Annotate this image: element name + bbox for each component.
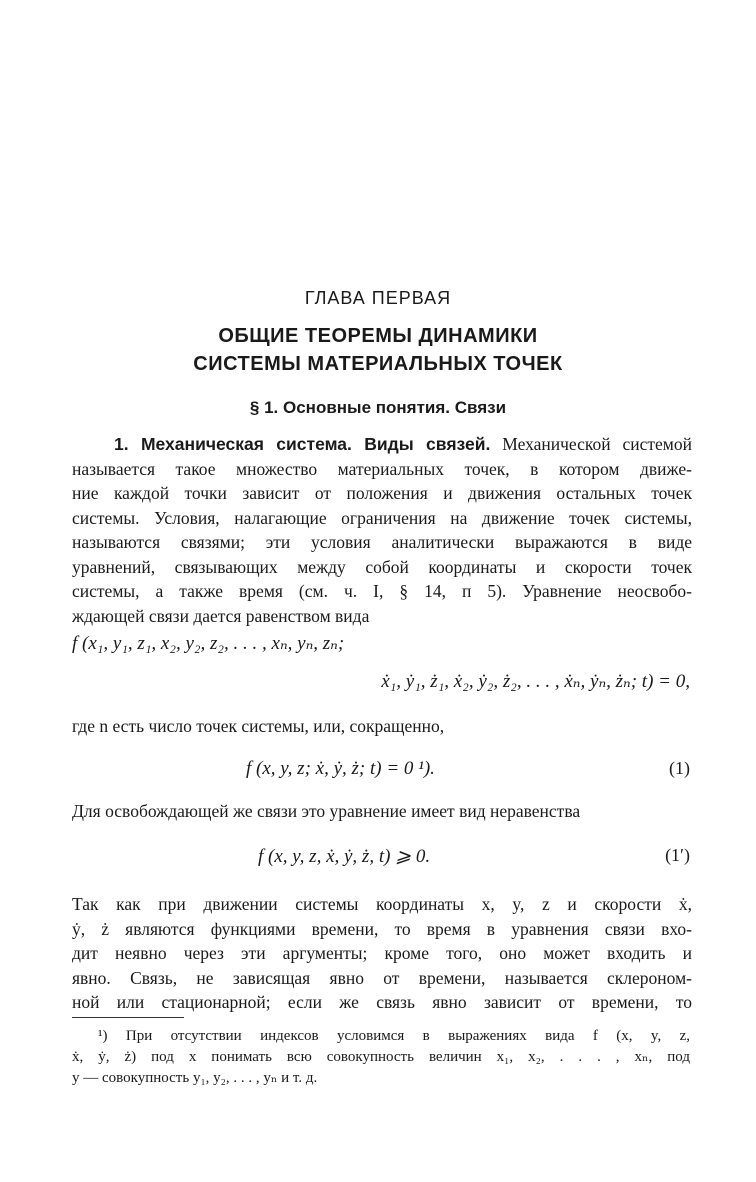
paragraph-line: системы. Условия, налагающие ограничения на движение точек системы, bbox=[72, 507, 692, 528]
footnote bbox=[72, 1026, 690, 1089]
body-text: Для освобождающей же связи это уравнение имеет вид неравенства bbox=[72, 801, 581, 821]
paragraph-line: называется такое множество материальных точек, в котором движе- bbox=[72, 458, 692, 479]
paragraph-line: называются связями; эти условия аналитически выражаются в виде bbox=[72, 532, 692, 552]
equation-1-prime: f (x, y, z, ẋ, ẏ, ż, t) ⩾ 0. bbox=[258, 846, 431, 867]
paragraph-line: ждающей связи дается равенством вида bbox=[72, 605, 370, 626]
chapter-title-line: СИСТЕМЫ МАТЕРИАЛЬНЫХ ТОЧЕК bbox=[193, 353, 563, 375]
footnote-divider bbox=[72, 1017, 184, 1018]
paragraph-line: ние каждой точки зависит от положения и движения остальных точек bbox=[72, 483, 692, 503]
constraint-equation-line-2: ẋ₁, ẏ₁, ż₁, ẋ₂, ẏ₂, ż₂, . . . , ẋₙ, ẏₙ, żₙ; t) = 0, bbox=[381, 671, 690, 692]
footnote-line: ¹) При отсутствии индексов условимся в выражениях вида f (x, y, z, bbox=[98, 1028, 690, 1044]
paragraph-line: ной или стационарной; если же связь явно зависит от времени, то bbox=[72, 992, 692, 1012]
paragraph-time-dependence bbox=[72, 892, 692, 1015]
paragraph-line: 1. Механическая система. Виды связей. Механической системой bbox=[114, 434, 692, 454]
paragraph-line: Так как при движении системы координаты x, y, z и скорости ẋ, bbox=[72, 894, 692, 914]
paragraph-line: дит неявно через эти аргументы; кроме того, оно может входить и bbox=[72, 943, 692, 963]
footnote-line: y — совокупность y₁, y₂, . . . , yₙ и т. д. bbox=[72, 1070, 318, 1086]
chapter-title-line: ОБЩИЕ ТЕОРЕМЫ ДИНАМИКИ bbox=[218, 325, 538, 347]
subsection-runin-heading: 1. Механическая система. Виды связей. bbox=[114, 434, 491, 454]
paragraph-line: ẏ, ż являются функциями времени, то время в уравнения связи вхо- bbox=[72, 918, 692, 939]
equation-1-number: (1) bbox=[669, 758, 690, 778]
section-heading: § 1. Основные понятия. Связи bbox=[249, 398, 507, 417]
equation-1: f (x, y, z; ẋ, ẏ, ż; t) = 0 ¹). bbox=[246, 758, 435, 779]
paragraph-line: явно. Связь, не зависящая явно от времени, называется склероном- bbox=[72, 967, 692, 988]
equation-1-prime-number: (1′) bbox=[665, 845, 690, 865]
footnote-line: ẋ, ẏ, ż) под x понимать всю совокупность величин x₁, x₂, . . . , xₙ, под bbox=[72, 1049, 690, 1065]
chapter-title bbox=[0, 322, 756, 378]
paragraph-line: уравнений, связывающих между собой координаты и скорости точек bbox=[72, 556, 692, 577]
paragraph-mechanical-system bbox=[72, 432, 692, 628]
constraint-equation-line-1: f (x₁, y₁, z₁, x₂, y₂, z₂, . . . , xₙ, yₙ, zₙ; bbox=[72, 633, 345, 654]
body-text: где n есть число точек системы, или, сокращенно, bbox=[72, 716, 445, 736]
paragraph-line: системы, а также время (см. ч. I, § 14, п 5). Уравнение неосвобо- bbox=[72, 581, 692, 601]
chapter-heading: ГЛАВА ПЕРВАЯ bbox=[304, 288, 452, 308]
